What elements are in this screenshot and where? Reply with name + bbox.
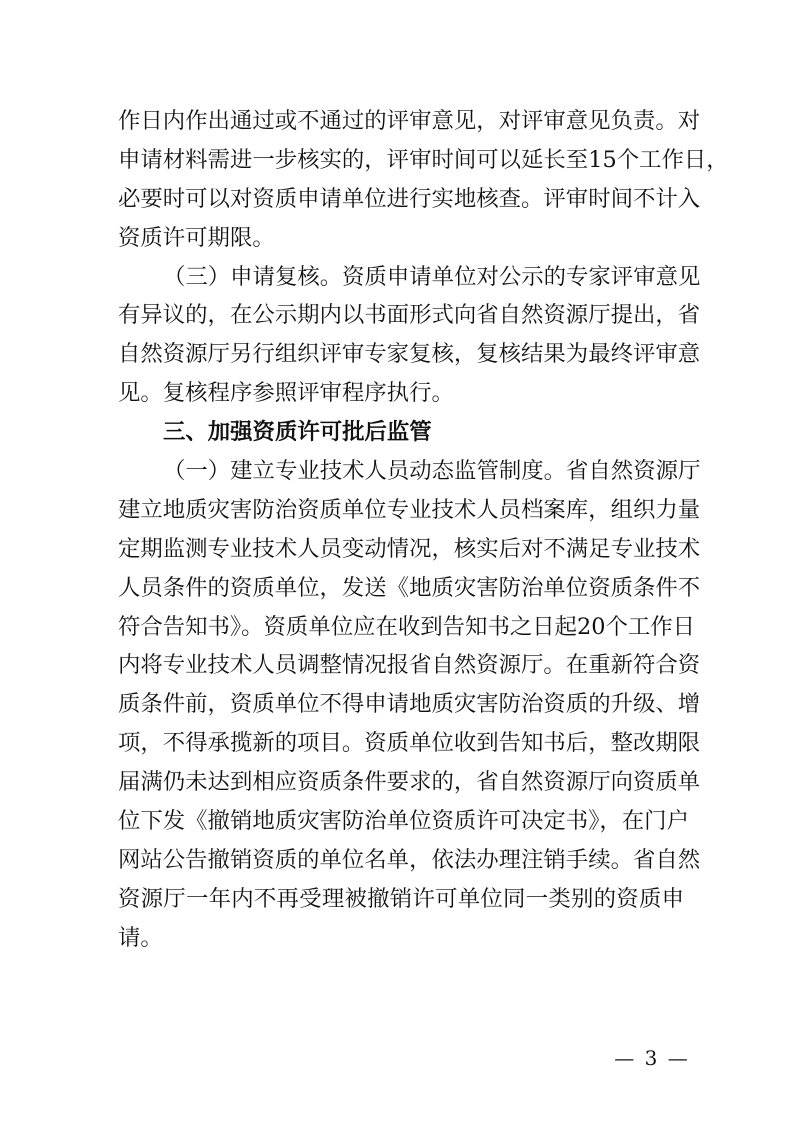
section-heading: 三、加强资质许可批后监管 [163, 419, 432, 446]
body-line: 符合告知书》。资质单位应在收到告知书之日起20个工作日 [118, 613, 696, 640]
body-line: 作日内作出通过或不通过的评审意见，对评审意见负责。对 [118, 108, 701, 134]
body-line: 见。复核程序参照评审程序执行。 [118, 380, 454, 407]
body-line: 人员条件的资质单位，发送《地质灾害防治单位资质条件不 [118, 574, 701, 601]
body-line: 位下发《撤销地质灾害防治单位资质许可决定书》，在门户 [118, 808, 689, 835]
body-line: 资质许可期限。 [118, 224, 275, 251]
body-line: 内将专业技术人员调整情况报省自然资源厅。在重新符合资 [118, 652, 701, 679]
body-line: 申请材料需进一步核实的，评审时间可以延长至15个工作日， [118, 146, 729, 173]
body-line: 有异议的，在公示期内以书面形式向省自然资源厅提出，省 [118, 302, 701, 329]
body-line: 资源厅一年内不再受理被撤销许可单位同一类别的资质申 [118, 885, 684, 912]
body-line: 网站公告撤销资质的单位名单，依法办理注销手续。省自然 [118, 846, 701, 873]
body-line: 必要时可以对资质申请单位进行实地核查。评审时间不计入 [118, 185, 701, 212]
body-line: 质条件前，资质单位不得申请地质灾害防治资质的升级、增 [118, 691, 701, 718]
body-line: 项，不得承揽新的项目。资质单位收到告知书后，整改期限 [118, 730, 701, 757]
document-body [118, 102, 729, 958]
body-line: 请。 [118, 924, 163, 951]
body-line: 自然资源厅另行组织评审专家复核，复核结果为最终评审意 [118, 341, 701, 368]
body-line: （一）建立专业技术人员动态监管制度。省自然资源厅 [163, 458, 701, 485]
body-line: 届满仍未达到相应资质条件要求的，省自然资源厅向资质单 [118, 769, 701, 796]
body-line: 定期监测专业技术人员变动情况，核实后对不满足专业技术 [118, 535, 701, 562]
body-line: （三）申请复核。资质申请单位对公示的专家评审意见 [163, 263, 701, 290]
page-number: — 3 — [614, 1046, 690, 1070]
body-line: 建立地质灾害防治资质单位专业技术人员档案库，组织力量 [118, 496, 701, 523]
